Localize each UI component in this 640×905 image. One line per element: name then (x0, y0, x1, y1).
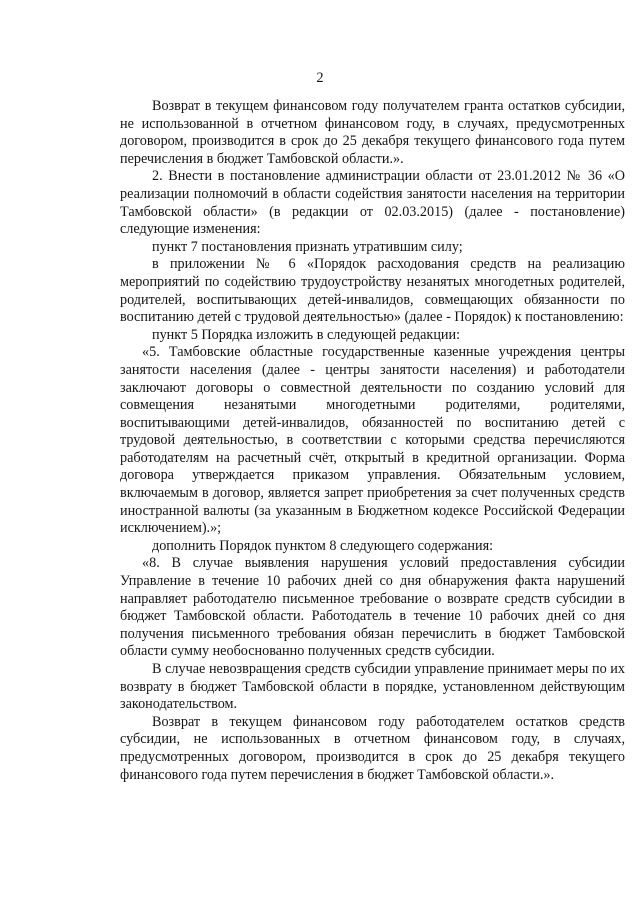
paragraph-item-7-invalid: пункт 7 постановления признать утратившим силу; (152, 238, 463, 255)
paragraph-quoted-item-8: «8. В случае выявления нарушения условий предоставления субсидии Управление в течение 10 рабочих дней со дня обнаружения факта нарушений направляет работодателю письменное требование о возврате средств субсидии в бюджет Тамбовской области. Работодатель в течение 10 рабочих дней со дня получения письменного требования обязан перечислить в бюджет Тамбовской области сумму необоснованно полученных средств субсидии. (120, 555, 625, 660)
paragraph-employer-refund: Возврат в текущем финансовом году работодателем остатков средств субсидии, не использованных в отчетном финансовом году, в случаях, предусмотренных договором, производится в срок до 25 декабря текущего финансового года путем перечисления в бюджет Тамбовской области.». (120, 713, 625, 783)
paragraph-appendix-6: в приложении № 6 «Порядок расходования средств на реализацию мероприятий по содействию трудоустройству незанятых многодетных родителей, родителей, воспитывающих детей-инвалидов, совмещающих обязанности по воспитанию детей с трудовой деятельностью» (далее - Порядок) к постановлению: (120, 256, 625, 326)
document-body (120, 98, 625, 784)
paragraph-quoted-item-5: «5. Тамбовские областные государственные казенные учреждения центры занятости населения (далее - центры занятости населения) и работодатели заключают договоры о совместной деятельности по созданию условий для совмещения незанятыми многодетными родителями, родителями, воспитывающими детей-инвалидов, обязанностей по воспитанию детей с трудовой деятельностью, в соответствии с которыми средства перечисляются работодателям на расчетный счёт, открытый в кредитной организации. Форма договора утверждается приказом управления. Обязательным условием, включаемым в договор, является запрет приобретения за счет полученных средств иностранной валюты (за указанным в Бюджетном кодексе Российской Федерации исключением).»; (120, 344, 625, 537)
paragraph-item-5-new-wording: пункт 5 Порядка изложить в следующей редакции: (152, 326, 461, 343)
paragraph-grant-refund: Возврат в текущем финансовом году получателем гранта остатков субсидии, не использованной в отчетном финансовом году, в случаях, предусмотренных договором, производится в срок до 25 декабря текущего финансового года путем перечисления в бюджет Тамбовской области.». (120, 98, 625, 167)
paragraph-non-return-measures: В случае невозвращения средств субсидии управление принимает меры по их возврату в бюджет Тамбовской области в порядке, установленном действующим законодательством. (120, 661, 625, 713)
paragraph-item-2-amendments: 2. Внести в постановление администрации области от 23.01.2012 № 36 «О реализации полномочий в области содействия занятости населения на территории Тамбовской области» (в редакции от 02.03.2015) (далее - постановление) следующие изменения: (120, 168, 625, 238)
paragraph-add-item-8: дополнить Порядок пунктом 8 следующего содержания: (152, 537, 494, 554)
page-number: 2 (316, 70, 324, 86)
